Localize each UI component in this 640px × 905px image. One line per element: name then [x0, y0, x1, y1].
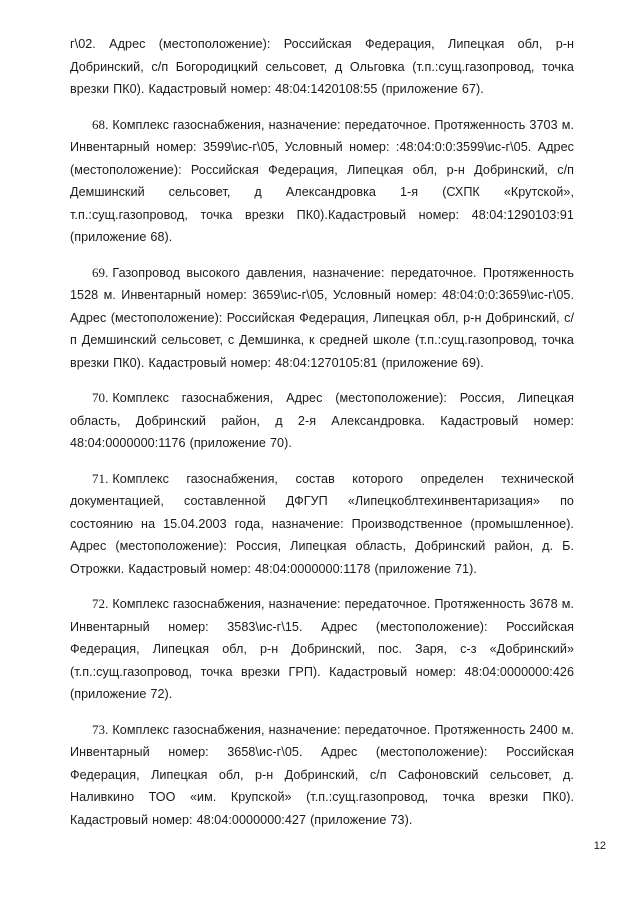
list-item-73	[70, 719, 574, 832]
item-text: Комплекс газоснабжения, назначение: передаточное. Протяженность 2400 м. Инвентарный номер: 3658\ис-г\05. Адрес (местоположение): Российская Федерация, Липецкая обл, р-н Добринский, с/п Сафоновский сельсовет, д. Наливкино ТОО «им. Крупской» (т.п.:сущ.газопровод, точка врезки ПК0). Кадастровый номер: 48:04:0000000:427 (приложение 73).	[70, 722, 574, 827]
list-item-69	[70, 262, 574, 375]
page-number: 12	[593, 840, 606, 852]
list-item-71	[70, 468, 574, 581]
item-text: Комплекс газоснабжения, назначение: передаточное. Протяженность 3678 м. Инвентарный номер: 3583\ис-г\15. Адрес (местоположение): Российская Федерация, Липецкая обл, р-н Добринский, пос. Заря, с-з «Добринский» (т.п.:сущ.газопровод, точка врезки ГРП). Кадастровый номер: 48:04:0000000:426 (приложение 72).	[70, 597, 574, 701]
item-number: 68.	[92, 116, 109, 132]
item-number: 72.	[92, 596, 109, 611]
item-text: Газопровод высокого давления, назначение: передаточное. Протяженность 1528 м. Инвентарный номер: 3659\ис-г\05, Условный номер: 48:04:0:0:3659\ис-г\05. Адрес (местоположение): Российская Федерация, Липецкая обл, р-н Добринский, с/п Демшинский сельсовет, с Демшинка, к средней школе (т.п.:сущ.газопровод, точка врезки ПК0). Кадастровый номер: 48:04:1270105:81 (приложение 69).	[70, 265, 574, 370]
item-text: Комплекс газоснабжения, состав которого определен технической документацией, составленной ДФГУП «Липецкоблтехинвентаризация» по состоянию на 15.04.2003 года, назначение: Производственное (промышленное). Адрес (местоположение): Россия, Липецкая область, Добринский район, д. Б. Отрожки. Кадастровый номер: 48:04:0000000:1178 (приложение 71).	[70, 471, 574, 576]
item-text: Комплекс газоснабжения, назначение: передаточное. Протяженность 3703 м. Инвентарный номер: 3599\ис-г\05, Условный номер: :48:04:0:0:3599\ис-г\05. Адрес (местоположение): Российская Федерация, Липецкая обл, р-н Добринский, с/п Демшинский сельсовет, д Александровка 1-я (СХПК «Крутской», т.п.:сущ.газопровод, точка врезки ПК0).Кадастровый номер: 48:04:1290103:91 (приложение 68).	[70, 117, 574, 244]
item-number: 71.	[92, 470, 109, 486]
list-item-68	[70, 114, 574, 249]
item-number: 70.	[92, 390, 109, 405]
list-item-72	[70, 593, 574, 706]
item-number: 69.	[92, 264, 109, 280]
continuation-paragraph: г\02. Адрес (местоположение): Российская Федерация, Липецкая обл, р-н Добринский, с/п Богородицкий сельсовет, д Ольговка (т.п.:сущ.газопровод, точка врезки ПК0). Кадастровый номер: 48:04:1420108:55 (приложение 67).	[70, 37, 574, 96]
list-item-70	[70, 387, 574, 455]
item-number: 73.	[92, 721, 109, 737]
item-text: Комплекс газоснабжения, Адрес (местоположение): Россия, Липецкая область, Добринский район, д 2-я Александровка. Кадастровый номер: 48:04:0000000:1176 (приложение 70).	[70, 391, 574, 450]
